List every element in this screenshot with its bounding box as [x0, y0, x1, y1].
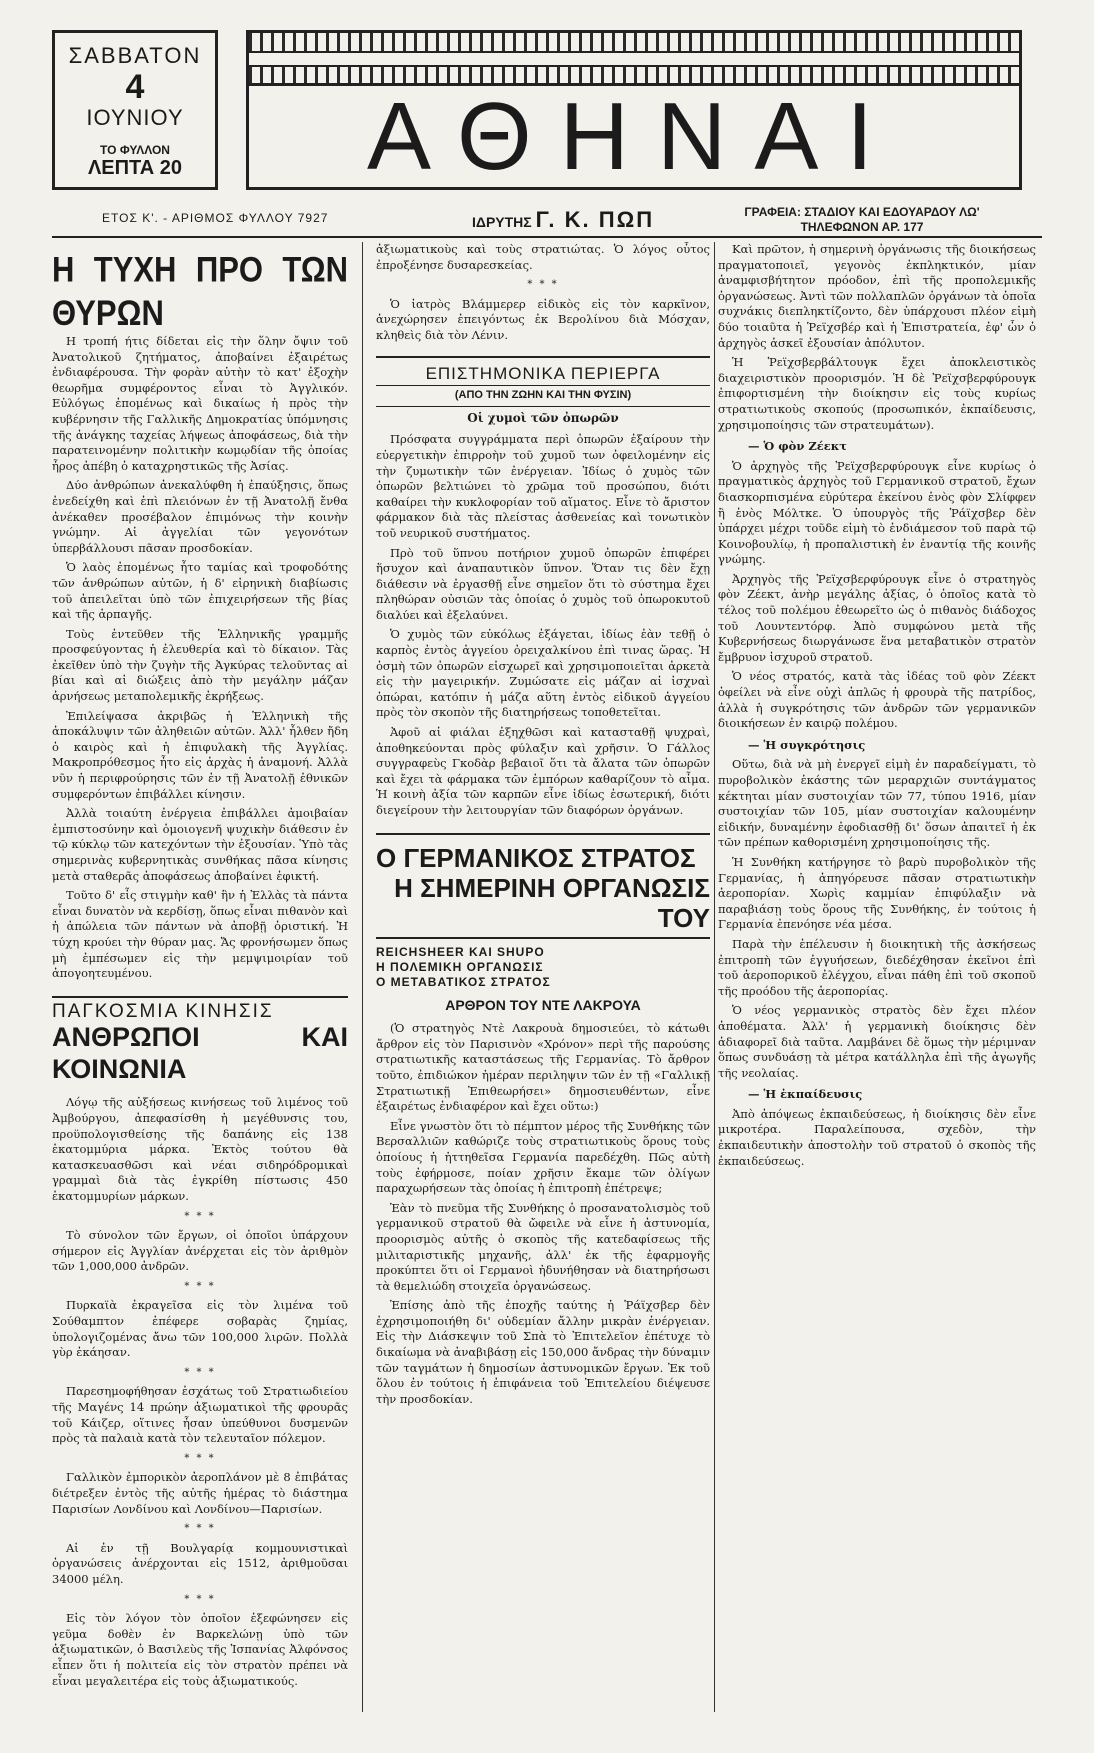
article-title-fruit-juices: Οἱ χυμοὶ τῶν ὀπωρῶν	[467, 410, 619, 425]
article-paragraph: (Ὁ στρατηγὸς Ντὲ Λακρουὰ δημοσιεύει, τὸ κάτωθι ἄρθρον εἰς τὸν Παρισινὸν «Χρόνον» περὶ τῆς παρούσης στρατιωτικῆς καταστάσεως τῆς Γερμανίας. Τὸ ἄρθρον τοῦτο, ἐπιδιώκον ἡμέραν περιληψιν τῶν ἐν τῇ «Γαλλικῇ Στρατιωτικῇ Ἐπιθεωρήσει» δημοσιευθέντων, εἶνε ἐξαιρέτως ἐνδιαφέρον καὶ ἔχει οὕτω:)	[376, 1021, 710, 1114]
column-1	[52, 242, 348, 1717]
news-item: Γαλλικὸν ἐμπορικὸν ἀεροπλάνον μὲ 8 ἐπιβάτας διέτρεξεν ἐντὸς τῆς αὐτῆς ἡμέρας τὸ διάστημα Παρισίων Λονδίνου καὶ Λονδίνου—Παρισίων.	[52, 1470, 348, 1516]
offices-info	[712, 205, 1012, 235]
phone-number: ΤΗΛΕΦΩΝΟΝ ΑΡ. 177	[800, 220, 924, 234]
deck-line: Η ΠΟΛΕΜΙΚΗ ΟΡΓΑΝΩΣΙΣ	[376, 959, 544, 974]
weekday: ΣΑΒΒΑΤΟΝ	[68, 43, 202, 68]
article-paragraph: Ἡ Ῥεϊχσβερβάλτουγκ ἔχει ἀποκλειστικὸς διαχειριστικὸν προορισμόν. Ἡ δὲ Ῥεϊχσβερφύρουγκ ἐπιφορτισμένη τὴν διοίκησιν εἰς τοὺς κυρίως στρατιωτικοὺς σκοπούς (προσωπικόν, ἐκπαίδευσις, χρησιμοποίησις τῶν στρατευμάτων).	[718, 355, 1036, 432]
separator-stars: * * *	[527, 279, 559, 291]
article-paragraph: Τοὺς ἐντεῦθεν τῆς Ἑλληνικῆς γραμμῆς προσφεύγοντας ἡ ἐλευθερία καὶ τὸ δίκαιον. Τὰς ἐκεῖθεν ὑπὸ τὴν ζυγὴν τῆς Ἀγκύρας τελοῦντας αἱ βίαι καὶ αἱ διώξεις ἀπὸ τὴν μεγάλην μάζαν ἀρνήσεως μεταπολεμικῆς ἐκρήξεως.	[52, 626, 348, 704]
article-paragraph: Εἶνε γνωστὸν ὅτι τὸ πέμπτον μέρος τῆς Συνθήκης τῶν Βερσαλλιῶν καθώριζε τοὺς στρατιωτικοὺς ὅρους τοὺς ὁποίους ἡ ἡττηθεῖσα Γερμανία παρεδέχθη. Πῶς αὐτὴ τοὺς ἐφήρμοσε, ποίαν χρῆσιν ἔκαμε τῶν ὀλίγων παραχωρήσεων τὰς ὁποίας ἡ ἐπιτροπὴ ἐπέτρεψε;	[376, 1118, 710, 1196]
article-paragraph: Ὁ ἀρχηγὸς τῆς Ῥεϊχσβερφύρουγκ εἶνε κυρίως ὁ πραγματικὸς ἀρχηγὸς τοῦ Γερμανικοῦ στρατοῦ, ἔχων διασκορπισμένα εὐρύτερα ἐκείνου ἑνὸς φὸν Σλίφφεν ἢ ἑνὸς Μόλτκε. Ὁ ὑπουργὸς τῆς Ῥάϊχσβερ δὲν ὑπάρχει μέχρι τοῦδε εἰμὴ τὸ ἐνδιάμεσον τοῦ παρὰ τῷ Κοινοβουλίῳ, ἡ προπαλιστικὴ ἐν ἐναντίᾳ τῆς κοινῆς γνώμης.	[718, 458, 1036, 567]
subheading-composition: — Ἡ συγκρότησις	[748, 737, 866, 752]
offices-address: ΓΡΑΦΕΙΑ: ΣΤΑΔΙΟΥ ΚΑΙ ΕΔΟΥΑΡΔΟΥ ΛΩ'	[744, 205, 980, 219]
separator-stars: * * *	[184, 1593, 216, 1605]
article-paragraph: Ὁ νέος γερμανικὸς στρατὸς δὲν ἔχει πλέον ἀποθέματα. Ἀλλ' ἡ γερμανικὴ διοίκησις δὲν ἀδιαφορεῖ διὰ ταῦτα. Λαμβάνει δὲ ὅμως τὴν μέριμναν ὅπως συνδυάσῃ τὰ μέτρα κατάλληλα ἐπὶ τῆς ἀγωγῆς τῆς νεολαίας.	[718, 1003, 1036, 1080]
year-issue: ΕΤΟΣ Κ'. - ΑΡΙΘΜΟΣ ΦΥΛΛΟΥ 7927	[102, 211, 329, 225]
article-paragraph: Ἡ Συνθήκη κατήργησε τὸ βαρὺ πυροβολικὸν τῆς Γερμανίας, ἡ ἀπηγόρευσε πᾶσαν στρατιωτικὴν ἀεροπορίαν. Χωρὶς καμμίαν ἐπιφύλαξιν νὰ παραβιάσῃ τοὺς ὅρους τῆς Συνθήκης, ἐν τούτοις ἡ Γερμανία ἐπενόησε νέα μέσα.	[718, 854, 1036, 932]
news-item: Πυρκαϊὰ ἐκραγεῖσα εἰς τὸν λιμένα τοῦ Σούθαμπτον ἐπέφερε σοβαρὰς ζημίας, ὑπολογιζομένας ἄνω τῶν 100,000 λιρῶν. Πολλὰ γὺρ ἐκάησαν.	[52, 1298, 348, 1360]
article-paragraph: Δύο ἀνθρώπων ἀνεκαλύφθη ἡ ἐπαύξησις, ὅπως ἐνεδείχθη καὶ ἐπὶ πλειόνων ἐν τῇ Ἀνατολῇ ἔνθα ἀνέκαθεν προσέβαλον ἐπιμόνως τὴν κοινὴν γνώμην. Αἱ ἀγγελίαι τῶν γεγονότων ὑπερβάλλουσι πᾶσαν προσδοκίαν.	[52, 478, 348, 555]
article-paragraph: Ἐπιλείψασα ἀκριβῶς ἡ Ἑλληνικὴ τῆς ἀποκάλυψιν τῶν ἀληθειῶν αὐτῶν. Ἀλλ' ἦλθεν ἤδη ὁ καιρὸς καὶ ἡ ἐπιφυλακὴ τῆς Ἀγγλίας. Μακροπρόθεσμος ἦτο εἰς ἀρχὰς ἡ ἀναμονή. Ἀλλὰ νῦν ἡ περιφρούρησις τῶν ἐν τῇ Ἀνατολῇ ἐθνικῶν συμφερόντων ἐπιβάλλει κίνησιν.	[52, 708, 348, 801]
article-paragraph: Ἐπίσης ἀπὸ τῆς ἐποχῆς ταύτης ἡ Ῥάϊχσβερ δὲν ἐχρησιμοποιήθη δι' οὐδεμίαν ἄλλην μικρὰν ἐνέργειαν. Εἰς τὴν Διάσκεψιν τοῦ Σπὰ τὸ Ἐπιτελεῖον ἐπέτυχε τὸ δικαίωμα νὰ ἀναβιβάσῃ εἰς 150,000 ἄνδρας τὴν δύναμιν τῶν ταγμάτων ἡ δημοσίων ἀστυνομικῶν ἔργων. Ἐκ τοῦ ὅλου ἐν τούτοις ἡ ἐπιφάνεια τοῦ Ἐπιτελείου διέψευσε τὴν προσδοκίαν.	[376, 1298, 710, 1406]
column-divider	[362, 242, 363, 1712]
article-byline: ΑΡΘΡΟΝ ΤΟΥ ΝΤΕ ΛΑΚΡΟΥΑ	[445, 996, 641, 1013]
article-paragraph: Ἀπὸ ἀπόψεως ἐκπαιδεύσεως, ἡ διοίκησις δὲν εἶνε μικροτέρα. Παραλείπουσα, σχεδὸν, τὴν ἐκπαιδευτικὴν ἀποστολὴν τοῦ στρατοῦ ὁ σκοπὸς τῆς ἐκπαιδεύσεως.	[718, 1106, 1036, 1168]
article-paragraph: Ὁ λαὸς ἐπομένως ἦτο ταμίας καὶ τροφοδότης τῶν ἀνθρώπων αὐτῶν, ἡ δ' εἰρηνικὴ διαβίωσις τοῦ ἀπειλεῖται ὑπὸ τῶν ἐπιχειρήσεων τῆς βίας καὶ τῆς ἁρπαγῆς.	[52, 560, 348, 622]
article-paragraph: Ὁ χυμὸς τῶν εὐκόλως ἐξάγεται, ἰδίως ἐὰν τεθῇ ὁ καρπὸς ἐντὸς ἀγγείου ὀρειχαλκίνου ἐπὶ τινας ὥρας. Ἡ ὀσμὴ τῶν ὀπωρῶν εἰσχωρεῖ καὶ χρησιμοποιεῖται ἀρκετὰ εἰς τὴν μαγειρικήν. Ζυμώσατε εἰς μάζαν αἱ ἰσχναὶ ὀπώραι, κατόπιν ἡ μάζα αὕτη ἐντὸς εἰδικοῦ ἀγγείου πρὸς τὸν σκοπὸν τῆς διατηρήσεως τοποθετεῖται.	[376, 627, 710, 720]
article-paragraph: Ἐὰν τὸ πνεῦμα τῆς Συνθήκης ὁ προσανατολισμὸς τοῦ γερμανικοῦ στρατοῦ θὰ ὤφειλε νὰ εἶνε ἡ ἀστυνομία, προορισμὸς αὐτῆς ὁ σκοπὸς τῆς κατεδαφίσεως τῆς μιλιταριστικῆς μηχανῆς, ἀλλ' ἐκ τῆς ἐφαρμογῆς προκύπτει ὅτι οἱ Γερμανοὶ ἠδυνήθησαν νὰ διατηρήσωσι τὰ θεμελιώδη στοιχεῖα ὀργανώσεως.	[376, 1200, 710, 1293]
founder	[472, 207, 654, 233]
section-heading-science: ΕΠΙΣΤΗΜΟΝΙΚΑ ΠΕΡΙΕΡΓΑ	[376, 356, 710, 382]
day-number: 4	[125, 68, 145, 106]
founder-name: Γ. Κ. ΠΩΠ	[535, 207, 655, 232]
deck-line: Ο ΜΕΤΑΒΑΤΙΚΟΣ ΣΤΡΑΤΟΣ	[376, 974, 551, 989]
separator-stars: * * *	[184, 1366, 216, 1378]
column-3	[718, 242, 1036, 1717]
headline-german-army: Ο ΓΕΡΜΑΝΙΚΟΣ ΣΤΡΑΤΟΣ	[376, 833, 710, 873]
news-item: Ὁ ἰατρὸς Βλάμμερερ εἰδικὸς εἰς τὸν καρκῖνον, ἀνεχώρησεν ἐπειγόντως ἐκ Βερολίνου διὰ Μόσχαν, κληθεὶς διὰ τὸν Λένιν.	[376, 296, 710, 342]
month: ΙΟΥΝΙΟΥ	[86, 105, 184, 130]
decorative-frieze	[249, 33, 1019, 86]
sheet-label: ΤΟ ΦΥΛΛΟΝ	[100, 143, 170, 157]
article-paragraph: Ἀλλὰ τοιαύτη ἐνέργεια ἐπιβάλλει ἀμοιβαίαν ἐμπιστοσύνην καὶ ὁμοιογενῆ ψυχικὴν διάθεσιν ἐν τῷ κύκλῳ τῶν κατεχόντων τὴν ἐξουσίαν. Ὑπὸ τὰς σημερινὰς κυβερνητικὰς συνθήκας πᾶσα κίνησις μετὰ σταθερᾶς ἀποφάσεως ἀποβαίνει ἐφικτή.	[52, 806, 348, 883]
headline-organization: Η ΣΗΜΕΡΙΝΗ ΟΡΓΑΝΩΣΙΣ ΤΟΥ	[376, 873, 710, 939]
article-paragraph: Ἀφοῦ αἱ φιάλαι ἐξηχθῶσι καὶ κατασταθῇ ψυχραὶ, ἀποθηκεύονται πρὸς φύλαξιν καὶ χρῆσιν. Ὁ Γάλλος συγγραφεὺς Γκοδὰρ βεβαιοῖ ὅτι τὰ ἄλατα τῶν ὀπωρῶν καὶ ἔχει τὰ φάρμακα τῶν ἐμπόρων καθαρίζουν τὸ αἷμα. Ἡ κοινὴ ἀξία τῶν καρπῶν εἶνε ἰδίως ἐσωτερική, διότι διεγείρουν τὴν λειτουργίαν τῶν διαφόρων ὀργάνων.	[376, 725, 710, 817]
separator-stars: * * *	[184, 1452, 216, 1464]
date-box	[52, 30, 218, 190]
news-item: Λόγῳ τῆς αὐξήσεως κινήσεως τοῦ λιμένος τοῦ Ἀμβούργου, ἀπεφασίσθη ἡ μεγέθυνσις του, προϋπολογισθείσης τῆς δαπάνης εἰς 138 ἑκατομμύρια μάρκα. Ἐκτὸς τούτου θὰ κατασκευασθῶσι καὶ νέαι σιδηρόδρομικαὶ γραμμαὶ διὰ τὰς ἐγκρίθη πίστωσις 450 ἑκατομμυρίων μάρκων.	[52, 1095, 348, 1203]
section-subheading: (ΑΠΟ ΤΗΝ ΖΩΗΝ ΚΑΙ ΤΗΝ ΦΥΣΙΝ)	[376, 385, 710, 407]
article-paragraph: Η τροπή ήτις δίδεται εἰς τὴν ὅλην ὄψιν τοῦ Ἀνατολικοῦ ζητήματος, ἀποβαίνει ἐξαιρέτως ἐνδιαφέρουσα. Τὴν φορὰν αὐτὴν τὸ κατ' ἐξοχὴν θεωρῆμα συμφέροντος εἶναι τὸ Ἀγγλικόν. Εὐλόγως ἐπομένως καὶ δικαίως ἡ πρὸς τὴν κυβέρνησιν τῆς Γαλλικῆς Δημοκρατίας ὑπόμνησις τῆς ἀνάγκης ταχείας λήψεως ἀποφάσεως, διὰ τὴν παρατεινομένην πολιτικὴν κωμῳδίαν τῆς ὁποίας ἦρος ἀπέβη ὁ καταχρηστικῶς τῆς Ἀσίας.	[52, 334, 348, 473]
article-paragraph: Καὶ πρῶτον, ἡ σημερινὴ ὀργάνωσις τῆς διοικήσεως πραγματοποιεῖ, γεγονὸς ἐκπληκτικόν, μίαν ἀναμφισβήτητον πρόοδον, ἐπὶ τῆς προπολεμικῆς ὀργανώσεως. Ἀντὶ τῶν πολλαπλῶν ὀργάνων τὰ ὁποῖα συχνάκις διεπληκτίζοντο, δὲν ὑπάρχουσι πλέον εἰμὴ δύο τοιαῦτα ἡ Ῥεϊχσβέρ καὶ ἡ Ἐπιστρατεία, ἐφ' ὧν ὁ ἀρχηγὸς ἀσκεῖ ἐξουσίαν ἀπόλυτον.	[718, 242, 1036, 350]
separator-stars: * * *	[184, 1280, 216, 1292]
article-paragraph: Πρὸ τοῦ ὕπνου ποτήριον χυμοῦ ὀπωρῶν ἐπιφέρει ἥσυχον καὶ ἀναπαυτικὸν ὕπνον. Ὅταν τις δὲν ἔχῃ διάθεσιν νὰ ἐργασθῇ εἶνε σημεῖον ὅτι τὸ σύστημα ἔχει πληθώραν οὐσιῶν τὰς ὁποίας ὁ χυμὸς τοῦ ὀπωροκυτοῦ διαλύει καὶ ἐξελαύνει.	[376, 545, 710, 622]
article-paragraph: Οὕτω, διὰ νὰ μὴ ἐνεργεῖ εἰμὴ ἐν παραδείγματι, τὸ πυροβολικὸν ἐκάστης τῶν μεραρχιῶν συντάγματος κέκτηται μίαν συστοιχίαν τῶν 77, τύπου 1916, μίαν συστοιχίαν τῶν 105, μίαν συστοιχίαν καλουμένην εἰδικήν, δυναμένην ἐφοδιασθῇ δι' ὅσων ἀπαιτεῖ ἡ ἐκ τῶν πρέπων καθορισμένη χρησιμοποίησις τῆς.	[718, 757, 1036, 850]
section-kicker: ΠΑΓΚΟΣΜΙΑ ΚΙΝΗΣΙΣ	[52, 996, 348, 1020]
column-2	[376, 242, 710, 1717]
news-item: Αἱ ἐν τῇ Βουλγαρίᾳ κομμουνιστικαὶ ὀργανώσεις ἀνέρχονται εἰς 1512, ἀριθμοῦσαι 34000 μέλη.	[52, 1540, 348, 1586]
headline-fortune: Η ΤΥΧΗ ΠΡΟ ΤΩΝ ΘΥΡΩΝ	[52, 249, 348, 334]
article-paragraph: Τοῦτο δ' εἶς στιγμὴν καθ' ἣν ἡ Ἑλλὰς τὰ πάντα εἶναι δυνατὸν νὰ κερδίσῃ, ὅπως εἶναι πιθανὸν καὶ ἡ ἀπώλεια τῶν πάντων νὰ ἀποβῇ ὁριστική. Ἡ τύχη κρούει τὴν θύραν μας. Ἄς φρονήσωμεν ὅπως μὴ ἐμπέσωμεν εἰς τὴν μεμψιμοιρίαν τοῦ ἀπογοητευμένου.	[52, 888, 348, 981]
subheading-von-seeckt: — Ὁ φὸν Ζέεκτ	[748, 439, 848, 454]
deck-line: REICHSHEER ΚΑΙ SHUPO	[376, 944, 545, 959]
column-divider	[714, 242, 715, 1712]
article-paragraph: Ὁ νέος στρατός, κατὰ τὰς ἰδέας τοῦ φὸν Ζέεκτ ὀφείλει νὰ εἶνε οὐχὶ ἁπλῶς ἡ φρουρὰ τῆς πατρίδος, ἀλλὰ ἡ συγκρότησις τῶν ἀνδρῶν τῶν γερμανικῶν διοικήσεων ἐν καιρῷ πολέμου.	[718, 669, 1036, 731]
news-item: ἀξιωματικοὺς καὶ τοὺς στρατιώτας. Ὁ λόγος οὗτος ἐπροξένησε δυσαρεσκείας.	[376, 242, 710, 272]
subheading-training: — Ἡ ἐκπαίδευσις	[748, 1087, 863, 1102]
founder-label: ΙΔΡΥΤΗΣ	[472, 214, 532, 230]
news-item: Παρεσημοφήθησαν ἐσχάτως τοῦ Στρατιωδιείου τῆς Μαγένς 14 πρώην ἀξιωματικοὶ τῆς φρουρᾶς τοῦ Κάιζερ, οἵτινες ἦσαν ὑπεύθυνοι δυσμενῶν πρὸς τὰ παλαιὰ κατὰ τὸν τελευταῖον πόλεμον.	[52, 1384, 348, 1446]
headline-people-society: ΑΝΘΡΩΠΟΙ ΚΑΙ ΚΟΙΝΩΝΙΑ	[52, 1022, 348, 1085]
article-paragraph: Ἀρχηγὸς τῆς Ῥεϊχσβερφύρουγκ εἶνε ὁ στρατηγὸς φὸν Ζέεκτ, ἀνὴρ μεγάλης ἀξίας, ὁ ὁποῖος κατὰ τὸ τέλος τοῦ πολέμου ἐθεωρεῖτο ὡς ὁ πιθανὸς διάδοχος τοῦ Λουντεντόρφ. Ἀπὸ συμφώνου μετὰ τῆς Κυβερνήσεως διωργάνωσε ἕνα μεταβατικὸν στρατὸν ἔμβρυον ἰσχυροῦ στρατοῦ.	[718, 571, 1036, 664]
news-item: Εἰς τὸν λόγον τὸν ὁποῖον ἐξεφώνησεν εἰς γεῦμα δοθὲν ἐν Βαρκελώνῃ ὑπὸ τῶν ἀξιωματικῶν, ὁ Βασιλεὺς τῆς Ἱσπανίας Ἀλφόνσος εἶπεν ὅτι ἡ πολιτεία εἰς τὸν στρατὸν πρέπει νὰ εἶναι μεγαλειτέρα εἰς τοὺς ἀξιωματικούς.	[52, 1611, 348, 1688]
separator-stars: * * *	[184, 1523, 216, 1535]
article-paragraph: Παρὰ τὴν ἐπέλευσιν ἡ διοικητικὴ τῆς ἀσκήσεως ἐπιτροπὴ τῶν ἐγγυήσεων, διεδέχθησαν ἐκεῖνοι ἐπὶ τοῦ ἀεροπορικοῦ ἐλέγχου, εἶναι πάθη ἐπὶ τοῦ σκοποῦ τῆς προόδου τῆς ἀεροπορίας.	[718, 936, 1036, 998]
masthead-rule	[52, 236, 1042, 238]
separator-stars: * * *	[184, 1210, 216, 1222]
news-item: Τὸ σύνολον τῶν ἔργων, οἱ ὁποῖοι ὑπάρχουν σήμερον εἰς Ἀγγλίαν ἀνέρχεται εἰς τὸν ἀριθμὸν τῶν 1,000,000 ἀνδρῶν.	[52, 1228, 348, 1274]
article-paragraph: Πρόσφατα συγγράμματα περὶ ὀπωρῶν ἐξαίρουν τὴν εὐεργετικὴν ἐπιρροὴν τοῦ χυμοῦ των ὀφειλομένην εἰς τὴν ζυμωτικὴν τῶν ἐνέργειαν. Ἰδίως ὁ χυμὸς τῶν ὀπωρῶν βελτιώνει τὸ χρῶμα τοῦ προσώπου, διότι καθαίρει τὴν κυκλοφορίαν τοῦ αἵματος. Εἶνε τὸ ἄριστον φάρμακον διὰ τὰς πλείστας ἀσθενείας καὶ τονωτικὸν τοῦ νευρικοῦ συστήματος.	[376, 432, 710, 540]
masthead-info-bar	[52, 205, 1022, 235]
newspaper-title: ΑΘΗΝΑΙ	[366, 83, 902, 190]
title-box	[246, 30, 1022, 190]
price: ΛΕΠΤΑ 20	[87, 157, 183, 179]
